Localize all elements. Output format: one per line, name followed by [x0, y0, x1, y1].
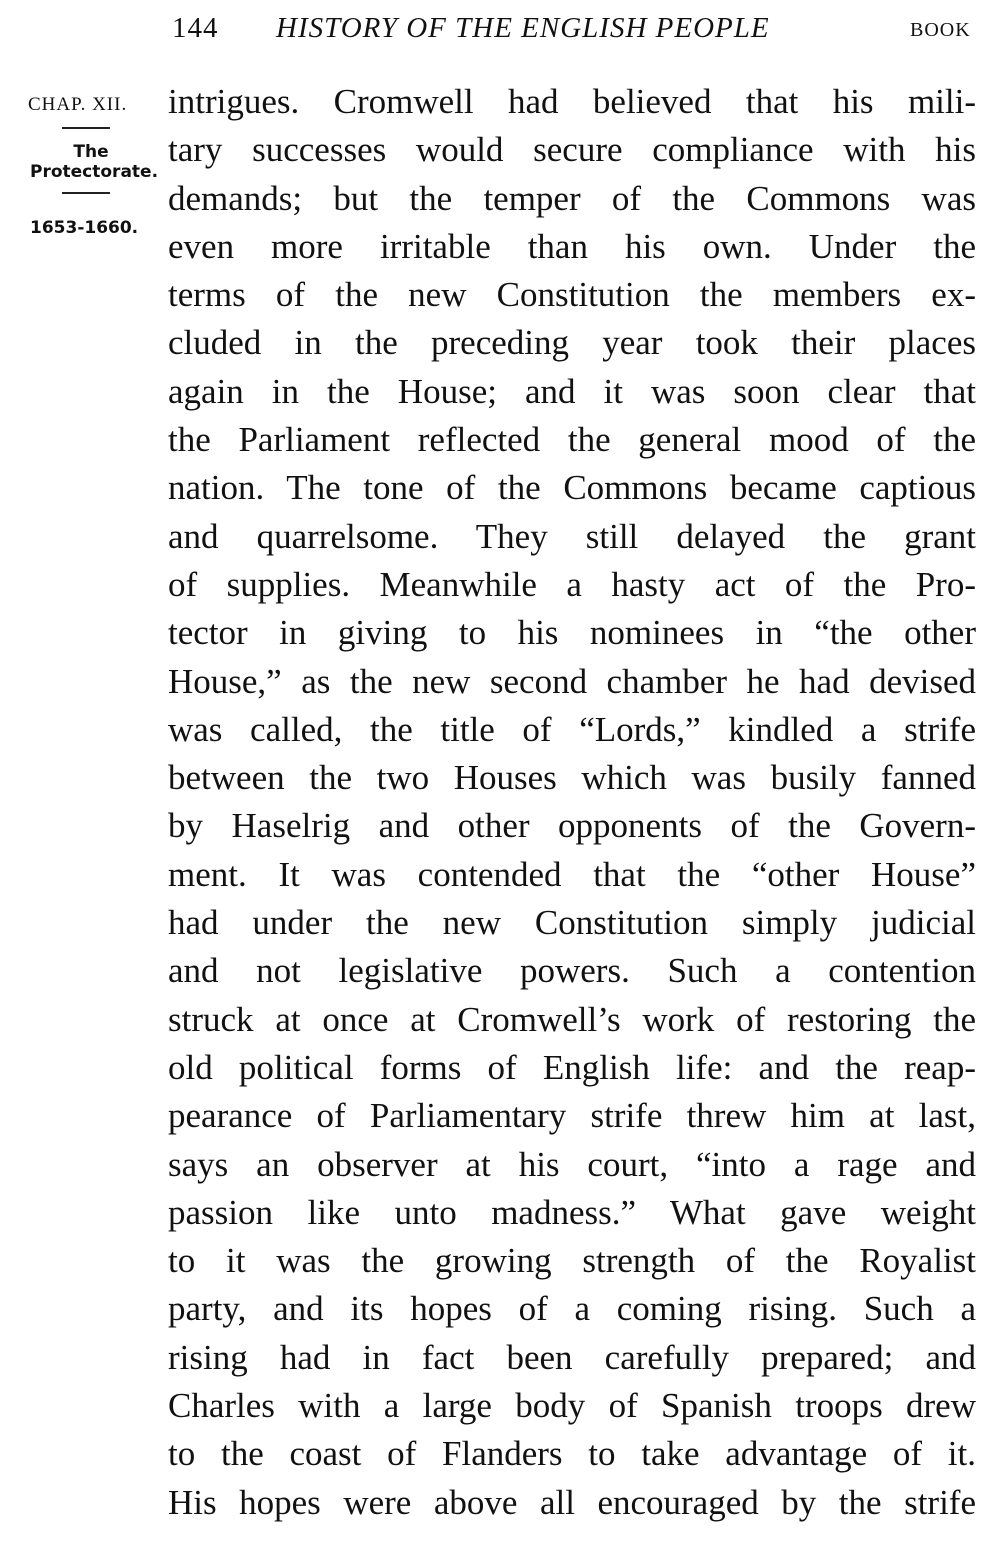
text-line: again in the House; and it was soon clear that	[168, 371, 976, 411]
text-line: the Parliament reflected the general mood of the	[168, 420, 976, 460]
body-text	[168, 78, 976, 1527]
text-line: pearance of Parliamentary strife threw him at last,	[168, 1096, 976, 1136]
text-line: passion like unto madness.” What gave weight	[168, 1192, 976, 1232]
text-line: His hopes were above all encouraged by the strife	[168, 1482, 976, 1522]
text-line: cluded in the preceding year took their places	[168, 323, 976, 363]
text-line: between the two Houses which was busily fanned	[168, 758, 976, 798]
text-line: even more irritable than his own. Under the	[168, 226, 976, 266]
text-line: to it was the growing strength of the Royalist	[168, 1241, 976, 1281]
text-line: had under the new Constitution simply judicial	[168, 903, 976, 943]
margin-dates: 1653-1660.	[30, 218, 139, 238]
book-label: BOOK	[910, 19, 971, 41]
text-line: says an observer at his court, “into a rage and	[168, 1144, 976, 1184]
text-line: tary successes would secure compliance with his	[168, 130, 976, 170]
text-line: was called, the title of “Lords,” kindled a strife	[168, 709, 976, 749]
text-line: to the coast of Flanders to take advantage of it.	[168, 1434, 976, 1474]
margin-subject: The Protectorate.	[30, 142, 159, 182]
text-line: struck at once at Cromwell’s work of restoring the	[168, 999, 976, 1039]
text-line: rising had in fact been carefully prepared; and	[168, 1337, 976, 1377]
running-title: HISTORY OF THE ENGLISH PEOPLE	[276, 12, 770, 44]
text-line: by Haselrig and other opponents of the Govern-	[168, 806, 976, 846]
text-line: Charles with a large body of Spanish troops drew	[168, 1386, 976, 1426]
margin-rule	[62, 192, 110, 194]
text-line: old political forms of English life: and the reap-	[168, 1047, 976, 1087]
text-line: intrigues. Cromwell had believed that his mili-	[168, 82, 976, 121]
margin-rule	[62, 127, 110, 129]
text-line: House,” as the new second chamber he had devised	[168, 661, 976, 701]
chapter-label: CHAP. XII.	[28, 94, 128, 115]
text-line: of supplies. Meanwhile a hasty act of the Pro-	[168, 564, 976, 604]
text-line: terms of the new Constitution the members ex-	[168, 275, 976, 315]
text-line: and not legislative powers. Such a contention	[168, 951, 976, 991]
page-number: 144	[172, 12, 219, 44]
text-line: ment. It was contended that the “other House”	[168, 854, 976, 894]
text-line: tector in giving to his nominees in “the other	[168, 613, 976, 653]
text-line: nation. The tone of the Commons became captious	[168, 468, 976, 508]
running-header	[0, 6, 1000, 50]
text-line: and quarrelsome. They still delayed the grant	[168, 516, 976, 556]
text-line: party, and its hopes of a coming rising. Such a	[168, 1289, 976, 1329]
text-line: demands; but the temper of the Commons was	[168, 178, 976, 218]
